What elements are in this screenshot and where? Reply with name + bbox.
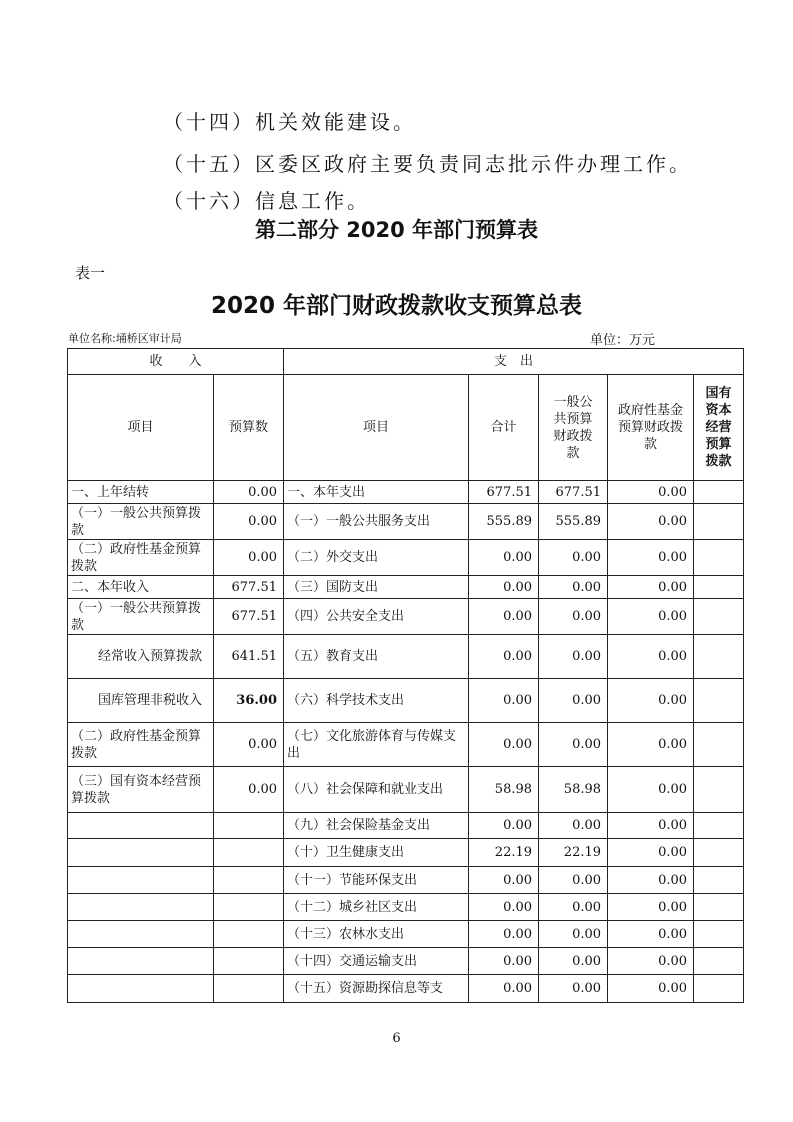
state-capital-cell	[694, 481, 744, 504]
income-item-cell	[68, 921, 214, 948]
gov-fund-cell: 0.00	[608, 723, 694, 767]
income-amount-cell	[214, 867, 284, 894]
table-row	[68, 894, 744, 921]
gov-fund-cell: 0.00	[608, 839, 694, 867]
expense-item-cell: （十）卫生健康支出	[284, 839, 469, 867]
intro-paragraph-14: （十四）机关效能建设。	[163, 110, 416, 134]
income-amount-cell: 0.00	[214, 481, 284, 504]
expense-total-cell: 0.00	[469, 599, 539, 635]
general-budget-header: 一般公共预算财政拨款	[539, 375, 608, 481]
expense-item-cell: （九）社会保险基金支出	[284, 813, 469, 839]
expense-total-cell: 0.00	[469, 540, 539, 576]
table-row	[68, 576, 744, 599]
state-capital-cell	[694, 839, 744, 867]
expense-total-header: 合计	[469, 375, 539, 481]
page-number: 6	[392, 1031, 401, 1046]
section-title: 第二部分 2020 年部门预算表	[254, 218, 539, 242]
state-capital-cell	[694, 767, 744, 813]
general-budget-cell: 0.00	[539, 723, 608, 767]
income-item-cell: 二、本年收入	[68, 576, 214, 599]
table-row	[68, 867, 744, 894]
table-title: 2020 年部门财政拨款收支预算总表	[210, 293, 583, 319]
income-item-cell: 国库管理非税收入	[68, 679, 214, 723]
income-amount-cell: 677.51	[214, 599, 284, 635]
general-budget-cell: 22.19	[539, 839, 608, 867]
expense-item-cell: （十一）节能环保支出	[284, 867, 469, 894]
expense-total-cell: 0.00	[469, 576, 539, 599]
state-capital-cell	[694, 867, 744, 894]
state-capital-cell	[694, 723, 744, 767]
expense-item-cell: （十五）资源勘探信息等支	[284, 975, 469, 1003]
gov-fund-cell: 0.00	[608, 504, 694, 540]
table-row	[68, 975, 744, 1003]
income-item-cell: 经常收入预算拨款	[68, 635, 214, 679]
general-budget-cell: 0.00	[539, 867, 608, 894]
state-capital-header: 国有资本经营预算拨款	[694, 375, 744, 481]
table-label: 表一	[75, 264, 106, 282]
general-budget-cell: 555.89	[539, 504, 608, 540]
expense-total-cell: 0.00	[469, 894, 539, 921]
table-row	[68, 679, 744, 723]
expense-item-cell: （六）科学技术支出	[284, 679, 469, 723]
general-budget-cell: 58.98	[539, 767, 608, 813]
income-item-cell: （三）国有资本经营预算拨款	[68, 767, 214, 813]
state-capital-cell	[694, 813, 744, 839]
table-row	[68, 635, 744, 679]
table-row	[68, 599, 744, 635]
state-capital-cell	[694, 504, 744, 540]
gov-fund-cell: 0.00	[608, 481, 694, 504]
gov-fund-cell: 0.00	[608, 813, 694, 839]
general-budget-cell: 0.00	[539, 635, 608, 679]
expense-item-cell: （八）社会保障和就业支出	[284, 767, 469, 813]
income-amount-cell: 36.00	[214, 679, 284, 723]
table-row	[68, 540, 744, 576]
income-budget-header: 预算数	[214, 375, 284, 481]
expense-item-cell: （十三）农林水支出	[284, 921, 469, 948]
expense-item-cell: （一）一般公共服务支出	[284, 504, 469, 540]
expense-item-header: 项目	[284, 375, 469, 481]
income-amount-cell	[214, 894, 284, 921]
expense-item-cell: （十二）城乡社区支出	[284, 894, 469, 921]
general-budget-cell: 0.00	[539, 975, 608, 1003]
general-budget-cell: 0.00	[539, 679, 608, 723]
income-item-cell	[68, 813, 214, 839]
income-header: 收 入	[68, 349, 284, 375]
expense-item-cell: 一、本年支出	[284, 481, 469, 504]
general-budget-cell: 0.00	[539, 948, 608, 975]
income-item-cell	[68, 894, 214, 921]
expense-total-cell: 677.51	[469, 481, 539, 504]
expense-item-cell: （十四）交通运输支出	[284, 948, 469, 975]
expense-item-cell: （五）教育支出	[284, 635, 469, 679]
state-capital-cell	[694, 635, 744, 679]
expense-item-cell: （七）文化旅游体育与传媒支出	[284, 723, 469, 767]
gov-fund-cell: 0.00	[608, 679, 694, 723]
gov-fund-cell: 0.00	[608, 894, 694, 921]
table-row	[68, 813, 744, 839]
income-amount-cell: 0.00	[214, 504, 284, 540]
table-row	[68, 481, 744, 504]
income-amount-cell	[214, 839, 284, 867]
income-amount-cell	[214, 921, 284, 948]
table-row	[68, 723, 744, 767]
income-item-cell	[68, 948, 214, 975]
income-item-cell	[68, 867, 214, 894]
gov-fund-cell: 0.00	[608, 767, 694, 813]
general-budget-cell: 0.00	[539, 599, 608, 635]
income-amount-cell: 0.00	[214, 767, 284, 813]
expense-total-cell: 22.19	[469, 839, 539, 867]
state-capital-cell	[694, 921, 744, 948]
income-item-cell: （二）政府性基金预算拨款	[68, 723, 214, 767]
table-row	[68, 921, 744, 948]
state-capital-cell	[694, 948, 744, 975]
expense-item-cell: （三）国防支出	[284, 576, 469, 599]
state-capital-cell	[694, 599, 744, 635]
state-capital-cell	[694, 975, 744, 1003]
expense-item-cell: （四）公共安全支出	[284, 599, 469, 635]
table-row	[68, 504, 744, 540]
expense-total-cell: 0.00	[469, 921, 539, 948]
general-budget-cell: 677.51	[539, 481, 608, 504]
gov-fund-cell: 0.00	[608, 635, 694, 679]
general-budget-cell: 0.00	[539, 576, 608, 599]
gov-fund-cell: 0.00	[608, 599, 694, 635]
gov-fund-cell: 0.00	[608, 867, 694, 894]
expense-total-cell: 555.89	[469, 504, 539, 540]
income-amount-cell	[214, 975, 284, 1003]
gov-fund-cell: 0.00	[608, 948, 694, 975]
income-item-header: 项目	[68, 375, 214, 481]
income-amount-cell	[214, 948, 284, 975]
general-budget-cell: 0.00	[539, 921, 608, 948]
gov-fund-header: 政府性基金预算财政拨款	[608, 375, 694, 481]
expense-total-cell: 0.00	[469, 679, 539, 723]
state-capital-cell	[694, 576, 744, 599]
gov-fund-cell: 0.00	[608, 975, 694, 1003]
table-row	[68, 839, 744, 867]
general-budget-cell: 0.00	[539, 540, 608, 576]
expense-total-cell: 0.00	[469, 975, 539, 1003]
expense-total-cell: 0.00	[469, 723, 539, 767]
income-item-cell: （二）政府性基金预算拨款	[68, 540, 214, 576]
general-budget-cell: 0.00	[539, 894, 608, 921]
state-capital-cell	[694, 894, 744, 921]
income-amount-cell: 641.51	[214, 635, 284, 679]
state-capital-cell	[694, 540, 744, 576]
intro-paragraph-16: （十六）信息工作。	[163, 189, 370, 213]
intro-paragraph-15: （十五）区委区政府主要负责同志批示件办理工作。	[163, 152, 692, 176]
income-item-cell	[68, 839, 214, 867]
unit-name: 单位名称:埇桥区审计局	[68, 332, 182, 345]
budget-table	[67, 348, 744, 1003]
income-amount-cell	[214, 813, 284, 839]
gov-fund-cell: 0.00	[608, 921, 694, 948]
income-amount-cell: 0.00	[214, 540, 284, 576]
expense-header: 支 出	[284, 349, 744, 375]
expense-total-cell: 0.00	[469, 948, 539, 975]
expense-total-cell: 0.00	[469, 635, 539, 679]
table-row	[68, 948, 744, 975]
income-item-cell	[68, 975, 214, 1003]
general-budget-cell: 0.00	[539, 813, 608, 839]
expense-total-cell: 58.98	[469, 767, 539, 813]
income-amount-cell: 0.00	[214, 723, 284, 767]
income-item-cell: （一）一般公共预算拨款	[68, 504, 214, 540]
state-capital-cell	[694, 679, 744, 723]
expense-item-cell: （二）外交支出	[284, 540, 469, 576]
expense-total-cell: 0.00	[469, 813, 539, 839]
income-item-cell: （一）一般公共预算拨款	[68, 599, 214, 635]
income-amount-cell: 677.51	[214, 576, 284, 599]
unit-label: 单位：万元	[590, 333, 656, 348]
gov-fund-cell: 0.00	[608, 540, 694, 576]
expense-total-cell: 0.00	[469, 867, 539, 894]
table-row	[68, 767, 744, 813]
gov-fund-cell: 0.00	[608, 576, 694, 599]
income-item-cell: 一、上年结转	[68, 481, 214, 504]
